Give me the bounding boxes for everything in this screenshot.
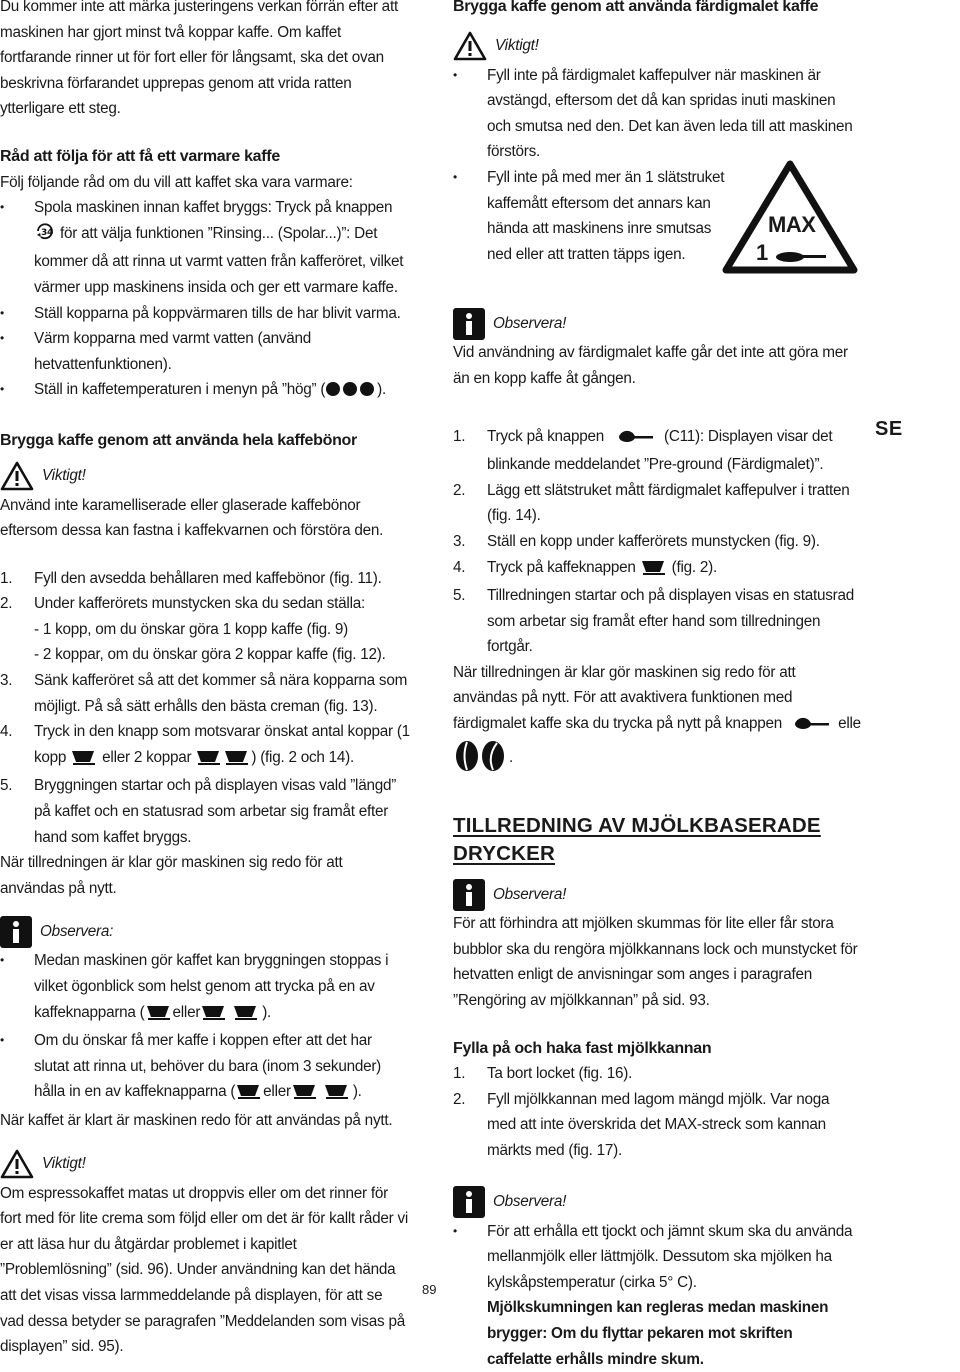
step-text: (fig. 2).	[671, 558, 718, 576]
step-number: 4.	[453, 558, 466, 576]
list-item: • Ställ kopparna på koppvärmaren tills de har blivit varma.	[0, 301, 410, 327]
notes-list	[0, 948, 410, 1108]
list-item	[453, 478, 861, 529]
note-block	[453, 307, 861, 340]
list-item	[453, 583, 861, 660]
step-text: eller 2 koppar	[102, 748, 192, 766]
list-item	[453, 1061, 861, 1087]
final-warning: Om espressokaffet matas ut droppvis eller om det rinner för fort med för lite crema som följd eller om det är för kallt råder vi er att läsa hur du åtgärdar problemet i kapitlet ”Problemlösning” (sid. 96). Under användning kan det hända att det visas vissa larmmeddelande på displayen, för att se vad dessa betyder se paragrafen ”Meddelanden som visas på displayen” sid. 95).	[0, 1184, 409, 1356]
step-text: Tryck på kaffeknappen	[487, 558, 636, 576]
note-label: Observera:	[40, 923, 114, 941]
step-text: Sänk kafferöret så att det kommer så nära kopparna som möjligt. På så sätt erhålls den bästa creman (fig. 13).	[34, 672, 408, 715]
info-icon	[453, 308, 485, 340]
list-item	[0, 948, 410, 1028]
info-icon	[453, 879, 485, 911]
step-text: (C11): Displayen visar det blinkande meddelandet ”Pre-ground (Färdigmalet)”.	[487, 427, 833, 474]
two-cups-icon	[291, 1082, 353, 1108]
two-cups-icon	[200, 1003, 262, 1029]
tip-text: För att erhålla ett tjockt och jämnt skum ska du använda mellanmjölk eller lättmjölk. Dessutom ska mjölken ha kylskåpstemperatur (cirka 5° C).	[487, 1222, 853, 1291]
ground-coffee-spoon-icon	[618, 427, 654, 453]
warning-triangle-icon	[0, 1149, 34, 1179]
step-number: 1.	[453, 1065, 466, 1083]
list-item	[0, 377, 410, 406]
important-note-2	[0, 1148, 410, 1181]
fill-heading: Fylla på och haka fast mjölkkannan	[453, 1039, 712, 1057]
step-number: 2.	[453, 1090, 466, 1108]
ground-after	[453, 660, 861, 780]
temperature-dots-icon	[325, 380, 377, 406]
step-text: Tryck på knappen	[487, 427, 605, 445]
milk-heading: TILLREDNING AV MJÖLKBASERADE DRYCKER	[453, 814, 821, 866]
beans-heading: Brygga kaffe genom att använda hela kaffebönor	[0, 431, 357, 449]
step-text: Ta bort locket (fig. 16).	[487, 1065, 633, 1083]
note-block	[0, 915, 410, 948]
tips-b1-text2: för att välja funktionen ”Rinsing... (Spolar...)”: Det kommer då att rinna ut varmt vatten från kafferöret, vilket värmer upp maskinens insida och ger ett varmare kaffe.	[34, 224, 404, 296]
step-number: 2.	[0, 595, 13, 613]
tips-b4-text: Ställ in kaffetemperaturen i menyn på ”hög” (	[34, 381, 326, 399]
tips-b1-text: Spola maskinen innan kaffet bryggs: Tryck på knappen	[34, 199, 393, 217]
note-label: Observera!	[493, 885, 567, 903]
list-item: • Värm kopparna med varmt vatten (använd hetvattenfunktionen).	[0, 326, 410, 377]
list-item	[0, 1028, 410, 1108]
step-number: 1.	[0, 569, 13, 587]
step-number: 4.	[0, 723, 13, 741]
list-item	[453, 1087, 861, 1164]
note-text: Medan maskinen gör kaffet kan bryggningen stoppas i vilket ögonblick som helst genom att trycka på en av kaffeknapparna (	[34, 952, 389, 1021]
list-item	[453, 1219, 861, 1372]
list-item	[0, 773, 410, 850]
list-item: • Fyll inte på med mer än 1 slätstruket kaffemått eftersom det annars kan hända att maskinens inre smutsas ned eller att tratten täpps igen.	[453, 165, 727, 267]
step-number: 5.	[0, 777, 13, 795]
important-note	[453, 30, 861, 63]
after-steps: När tillredningen är klar gör maskinen sig redo för att användas på nytt.	[0, 854, 343, 897]
list-item	[0, 668, 410, 719]
tip-bold-text: Mjölkskumningen kan regleras medan maskinen brygger: Om du flyttar pekaren mot skriften caffelatte erhålls mindre skum.	[487, 1299, 829, 1368]
note-block	[453, 1186, 861, 1219]
info-icon	[0, 916, 32, 948]
svg-text:34: 34	[41, 227, 54, 238]
after-text: elle	[838, 715, 861, 733]
list-item	[0, 566, 410, 592]
ground-steps	[453, 424, 861, 660]
step-text: Fyll mjölkkannan med lagom mängd mjölk. Var noga med att inte överskrida det MAX-streck som kannan märkts med (fig. 17).	[487, 1090, 830, 1159]
step-number: 2.	[453, 481, 466, 499]
intro-paragraph: Du kommer inte att märka justeringens verkan förrän efter att maskinen har gjort minst två koppar kaffe. Om kaffet fortfarande rinner ut för fort eller för långsamt, ska det ovan beskrivna förfarandet upprepas genom att vrida ratten ytterligare ett steg.	[0, 0, 398, 118]
after-text: .	[509, 748, 513, 766]
important-label: Viktigt!	[42, 1155, 86, 1173]
tips-intro: Följ följande råd om du vill att kaffet ska vara varmare:	[0, 173, 353, 191]
page-number: 89	[422, 1282, 437, 1297]
important-label: Viktigt!	[495, 37, 539, 55]
ground-note: Vid användning av färdigmalet kaffe går det inte att göra mer än en kopp kaffe åt gången.	[453, 344, 848, 387]
note-label: Observera!	[493, 315, 567, 333]
note-text: eller	[263, 1083, 291, 1101]
tips-b4-close: ).	[377, 381, 387, 399]
tips-heading: Råd att följa för att få ett varmare kaffe	[0, 147, 280, 165]
important-label: Viktigt!	[42, 467, 86, 485]
fill-steps	[453, 1061, 861, 1163]
note-text: Om du önskar få mer kaffe i koppen efter att det har slutat att rinna ut, behöver du bara (inom 3 sekunder) hålla in en av kaffeknapparna (	[34, 1032, 382, 1101]
step-number: 5.	[453, 587, 466, 605]
note-block	[453, 878, 861, 911]
note-label: Observera!	[493, 1193, 567, 1211]
warning-triangle-icon	[0, 461, 34, 491]
step-text: Tryck in den knapp som motsvarar önskat antal koppar (1 kopp	[34, 723, 410, 766]
list-item: • Fyll inte på färdigmalet kaffepulver när maskinen är avstängd, eftersom det då kan spridas inuti maskinen och smutsa ned den. Det kan även leda till att maskinen förstörs.	[453, 63, 861, 165]
step-number: 1.	[453, 427, 466, 445]
coffee-bean-icon	[453, 740, 509, 781]
left-column	[0, 0, 410, 1360]
after-text: När tillredningen är klar gör maskinen sig redo för att användas på nytt. För att avaktivera funktionen med färdigmalet kaffe ska du trycka på nytt på knappen	[453, 663, 796, 733]
step-number: 3.	[453, 532, 466, 550]
step-sub: - 2 koppar, om du önskar göra 2 koppar kaffe (fig. 12).	[34, 646, 386, 664]
beans-steps	[0, 566, 410, 851]
step-text: Under kafferörets munstycken ska du sedan ställa:	[34, 595, 365, 613]
step-text: Tillredningen startar och på displayen visas en statusrad som arbetar sig framåt efter hand som tillredningen fortgår.	[487, 587, 854, 656]
ground-coffee-spoon-icon	[794, 714, 830, 740]
list-item	[0, 719, 410, 773]
step-text: Fyll den avsedda behållaren med kaffebönor (fig. 11).	[34, 569, 382, 587]
note-text: ).	[262, 1003, 272, 1021]
two-cups-icon	[195, 748, 251, 774]
max-scoop-figure	[720, 158, 860, 281]
after-notes: När kaffet är klart är maskinen redo för att användas på nytt.	[0, 1111, 393, 1129]
list-item	[0, 591, 410, 668]
note-text: eller	[172, 1003, 201, 1021]
list-item	[453, 555, 861, 584]
max-number: 1	[756, 240, 769, 265]
step-sub: - 1 kopp, om du önskar göra 1 kopp kaffe (fig. 9)	[34, 620, 348, 638]
milk-tips	[453, 1219, 861, 1372]
language-tab: SE	[875, 418, 903, 440]
ground-heading: Brygga kaffe genom att använda färdigmalet kaffe	[453, 0, 819, 15]
step-text: Ställ en kopp under kafferörets munstycken (fig. 9).	[487, 532, 820, 550]
warning-triangle-icon	[453, 31, 487, 61]
one-cup-icon	[70, 748, 98, 774]
milk-note: För att förhindra att mjölken skummas för lite eller får stora bubblor ska du rengöra mjölkkannans lock och munstycket för hetvatten enligt de anvisningar som anges i paragrafen ”Rengöring av mjölkkannan” på sid. 93.	[453, 915, 858, 1010]
step-text: Lägg ett slätstruket mått färdigmalet kaffepulver i tratten (fig. 14).	[487, 481, 850, 525]
rinse-icon	[34, 221, 56, 250]
step-text: Bryggningen startar och på displayen visas vald ”längd” på kaffet och en statusrad som arbetar sig framåt efter hand som kaffet bryggs.	[34, 777, 397, 846]
info-icon	[453, 1186, 485, 1218]
list-item	[453, 529, 861, 555]
one-cup-icon	[640, 558, 668, 584]
one-cup-icon	[235, 1082, 263, 1108]
step-number: 3.	[0, 672, 13, 690]
max-label: MAX	[768, 212, 816, 237]
one-cup-icon	[145, 1003, 173, 1029]
important-note	[0, 460, 410, 493]
note-text: ).	[352, 1083, 362, 1101]
tips-list	[0, 195, 410, 406]
list-item	[453, 424, 861, 478]
beans-warning: Använd inte karamelliserade eller glaserade kaffebönor eftersom dessa kan fastna i kaffekvarnen och förstöra den.	[0, 496, 384, 540]
step-text: ) (fig. 2 och 14).	[251, 748, 354, 766]
list-item	[0, 195, 410, 300]
